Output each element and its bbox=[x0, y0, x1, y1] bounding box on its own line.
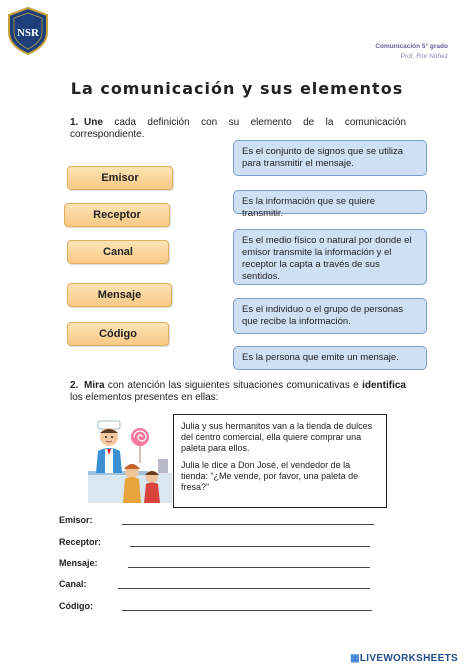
definition-4[interactable]: Es el individuo o el grupo de personas que recibe la información. bbox=[233, 298, 427, 334]
answer-line-emisor[interactable] bbox=[122, 524, 374, 525]
exercise-1-text: cada definición con su elemento de la comunicación correspondiente. bbox=[70, 117, 406, 140]
answer-line-canal[interactable] bbox=[118, 588, 370, 589]
field-label-emisor: Emisor: bbox=[59, 515, 93, 525]
teacher-label: Prof. Flor Núñez bbox=[400, 53, 448, 60]
field-label-codigo: Código: bbox=[59, 601, 93, 611]
field-label-receptor: Receptor: bbox=[59, 537, 102, 547]
exercise-2-text-2: los elementos presentes en ellas: bbox=[70, 392, 219, 403]
definition-2[interactable]: Es la información que se quiere transmitir. bbox=[233, 190, 427, 214]
page-title: La comunicación y sus elementos bbox=[70, 79, 404, 98]
candy-store-illustration bbox=[88, 415, 172, 503]
story-paragraph-1: Julia y sus hermanitos van a la tienda de dulces del centro comercial, ella quiere comprar una paleta para ellos. bbox=[181, 421, 373, 453]
element-canal[interactable]: Canal bbox=[67, 240, 169, 264]
logo-text: NSR bbox=[16, 27, 40, 39]
exercise-1-number: 1. bbox=[70, 117, 79, 128]
exercise-1-instruction bbox=[70, 117, 406, 141]
exercise-2-verb-2: identifica bbox=[362, 380, 406, 391]
element-codigo[interactable]: Código bbox=[67, 322, 169, 346]
liveworksheets-icon: ▦ bbox=[350, 653, 360, 664]
answer-line-receptor[interactable] bbox=[130, 546, 370, 547]
definition-3[interactable]: Es el medio físico o natural por donde el emisor transmite la información y el receptor la capta a través de sus sentidos. bbox=[233, 229, 427, 285]
definition-1[interactable]: Es el conjunto de signos que se utiliza para transmitir el mensaje. bbox=[233, 140, 427, 176]
answer-line-mensaje[interactable] bbox=[128, 567, 370, 568]
field-label-canal: Canal: bbox=[59, 579, 87, 589]
field-label-mensaje: Mensaje: bbox=[59, 558, 98, 568]
story-box bbox=[173, 414, 387, 508]
liveworksheets-brand bbox=[350, 653, 458, 664]
brand-text: LIVEWORKSHEETS bbox=[359, 653, 458, 664]
header-info bbox=[375, 42, 448, 62]
course-label: Comunicación 5° grado bbox=[375, 43, 448, 50]
exercise-1-verb: Une bbox=[84, 117, 103, 128]
story-paragraph-2: Julia le dice a Don José, el vendedor de la tienda: “¿Me vende, por favor, una paleta de fresa?” bbox=[181, 460, 359, 492]
element-emisor[interactable]: Emisor bbox=[67, 166, 173, 190]
school-logo-icon bbox=[6, 6, 50, 56]
exercise-2-number: 2. bbox=[70, 380, 79, 391]
definition-5[interactable]: Es la persona que emite un mensaje. bbox=[233, 346, 427, 370]
element-receptor[interactable]: Receptor bbox=[64, 203, 170, 227]
exercise-2-verb-1: Mira bbox=[84, 380, 105, 391]
answer-line-codigo[interactable] bbox=[122, 610, 372, 611]
exercise-2-instruction bbox=[70, 380, 406, 404]
exercise-2-text-1: con atención las siguientes situaciones comunicativas e bbox=[104, 380, 363, 391]
element-mensaje[interactable]: Mensaje bbox=[67, 283, 172, 307]
